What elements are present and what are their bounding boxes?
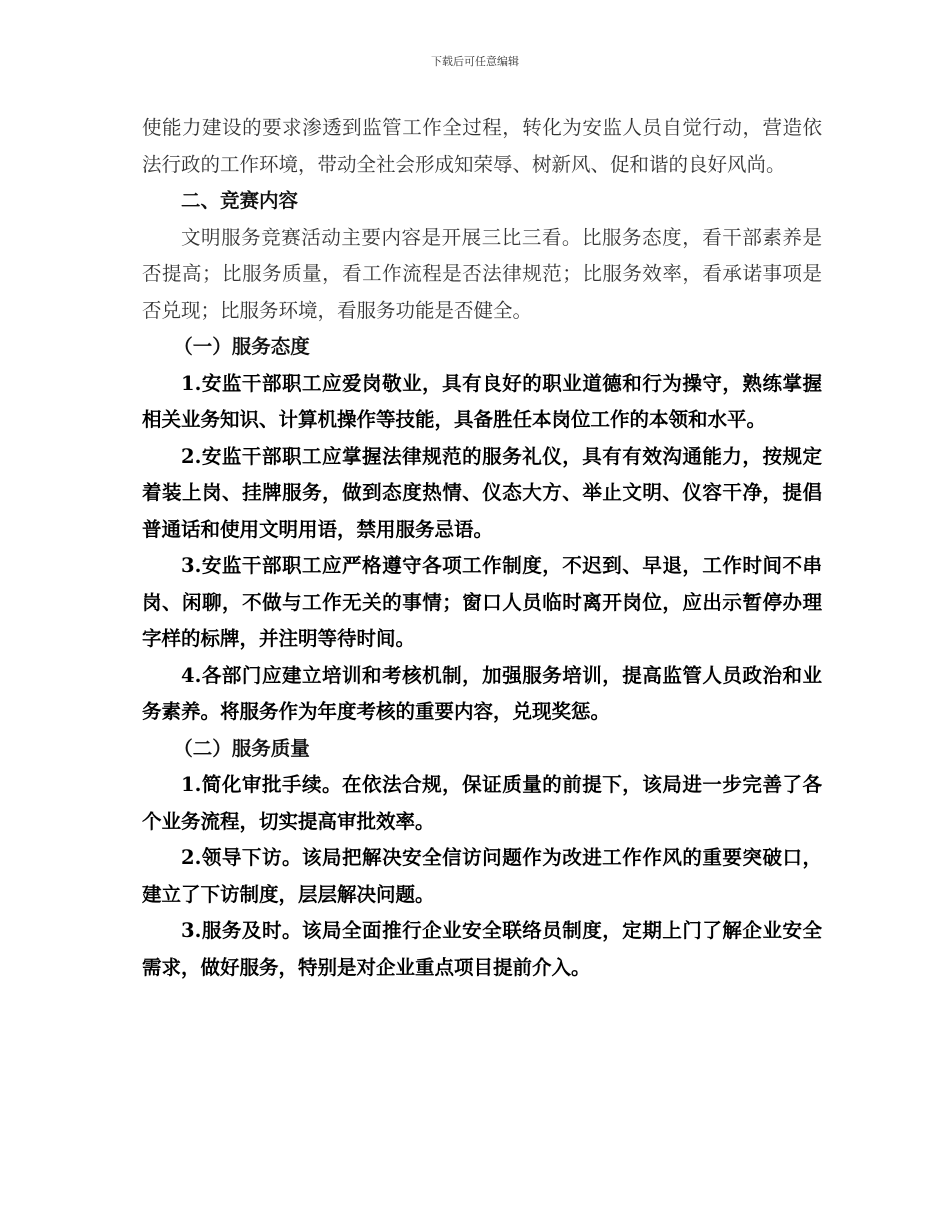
list-item: 1.简化审批手续。在依法合规，保证质量的前提下，该局进一步完善了各个业务流程，切实提高审批效率。: [142, 773, 822, 833]
page-header: 下载后可任意编辑: [431, 55, 519, 68]
section-heading: 二、竞赛内容: [181, 189, 299, 212]
list-item: 2.领导下访。该局把解决安全信访问题作为改进工作作风的重要突破口，建立了下访制度，层层解决问题。: [142, 846, 822, 906]
subsection-heading: （二）服务质量: [173, 736, 310, 760]
list-item: 3.服务及时。该局全面推行企业安全联络员制度，定期上门了解企业安全需求，做好服务，特别是对企业重点项目提前介入。: [142, 919, 822, 979]
paragraph-intro: 使能力建设的要求渗透到监管工作全过程，转化为安监人员自觉行动，营造依法行政的工作环境，带动全社会形成知荣辱、树新风、促和谐的良好风尚。: [142, 116, 822, 176]
document-body: [142, 110, 822, 986]
list-item: 2.安监干部职工应掌握法律规范的服务礼仪，具有有效沟通能力，按规定着装上岗、挂牌服务，做到态度热情、仪态大方、举止文明、仪容干净，提倡普通话和使用文明用语，禁用服务忌语。: [142, 444, 822, 541]
list-item: 3.安监干部职工应严格遵守各项工作制度，不迟到、早退，工作时间不串岗、闲聊，不做与工作无关的事情；窗口人员临时离开岗位，应出示暂停办理字样的标牌，并注明等待时间。: [142, 554, 822, 650]
list-item: 4.各部门应建立培训和考核机制，加强服务培训，提高监管人员政治和业务素养。将服务作为年度考核的重要内容，兑现奖惩。: [142, 663, 822, 723]
list-item: 1.安监干部职工应爱岗敬业，具有良好的职业道德和行为操守，熟练掌握相关业务知识、计算机操作等技能，具备胜任本岗位工作的本领和水平。: [142, 371, 822, 431]
subsection-heading: （一）服务态度: [173, 335, 310, 358]
paragraph-section-body: 文明服务竞赛活动主要内容是开展三比三看。比服务态度，看干部素养是否提高；比服务质量，看工作流程是否法律规范；比服务效率，看承诺事项是否兑现；比服务环境，看服务功能是否健全。: [142, 225, 822, 322]
